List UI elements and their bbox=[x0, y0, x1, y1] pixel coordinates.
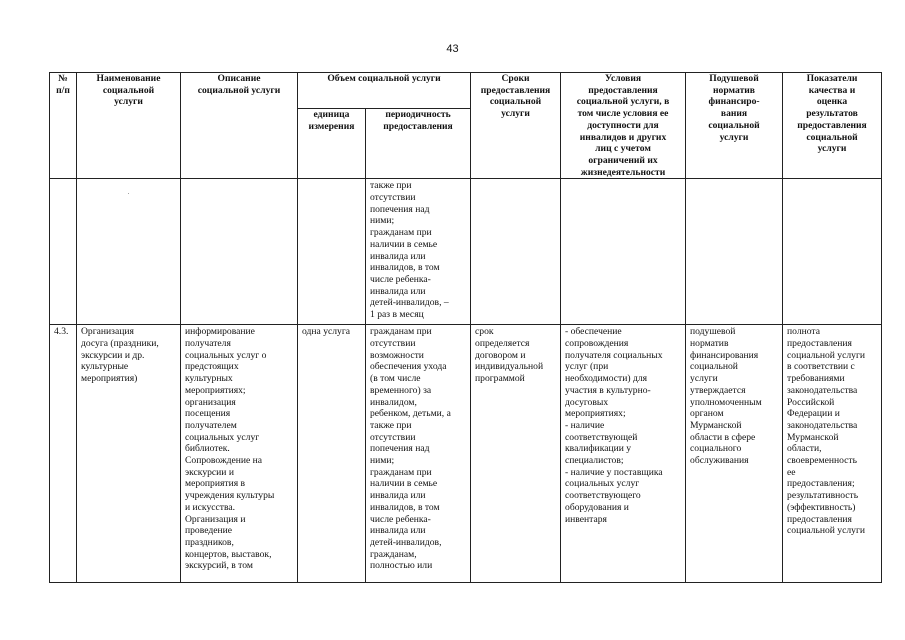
cell-unit: одна услуга bbox=[298, 325, 366, 583]
cell-terms bbox=[471, 179, 561, 325]
cell-description bbox=[181, 179, 298, 325]
table-row-continuation bbox=[50, 179, 882, 325]
social-services-table bbox=[49, 72, 882, 583]
header-name: Наименование социальной услуги bbox=[77, 73, 181, 179]
cell-conditions bbox=[561, 179, 686, 325]
header-description: Описание социальной услуги bbox=[181, 73, 298, 179]
cell-indicators: полнота предоставления социальной услуги в соответствии с требованиями законодательства Российской Федерации и законодательства Мурманской области, своевременность ее предоставления; результативность (эффективность) предоставления социальной услуги bbox=[783, 325, 882, 583]
stray-mark: . bbox=[127, 190, 130, 197]
cell-description: информирование получателя социальных услуг о предстоящих культурных мероприятиях; организация посещения получателем социальных услуг библиотек. Сопровождение на экскурсии и мероприятия в учреждения культуры и искусства. Организация и проведение праздников, концертов, выставок, экскурсий, в том bbox=[181, 325, 298, 583]
cell-terms: срок определяется договором и индивидуальной программой bbox=[471, 325, 561, 583]
cell-periodicity: также при отсутствии попечения над ними; гражданам при наличии в семье инвалида или инвалидов, в том числе ребенка- инвалида или детей-инвалидов, – 1 раз в месяц bbox=[366, 179, 471, 325]
cell-norm bbox=[686, 179, 783, 325]
header-terms: Сроки предоставления социальной услуги bbox=[471, 73, 561, 179]
cell-conditions: - обеспечение сопровождения получателя социальных услуг (при необходимости) для участия в культурно- досуговых мероприятиях; - наличие соответствующей квалификации у специалистов; - наличие у поставщика социальных услуг соответствующего оборудования и инвентаря bbox=[561, 325, 686, 583]
cell-num: 4.3. bbox=[50, 325, 77, 583]
header-conditions: Условия предоставления социальной услуги, в том числе условия ее доступности для инвалидов и других лиц с учетом ограничений их жизнедеятельности bbox=[561, 73, 686, 179]
header-indicators: Показатели качества и оценка результатов предоставления социальной услуги bbox=[783, 73, 882, 179]
header-norm: Подушевой норматив финансиро- вания социальной услуги bbox=[686, 73, 783, 179]
cell-periodicity: гражданам при отсутствии возможности обеспечения ухода (в том числе временного) за инвалидом, ребенком, детьми, а также при отсутствии попечения над ними; гражданам при наличии в семье инвалида или инвалидов, в том числе ребенка- инвалида или детей-инвалидов, гражданам, полностью или bbox=[366, 325, 471, 583]
header-unit: единица измерения bbox=[298, 109, 366, 179]
cell-indicators bbox=[783, 179, 882, 325]
cell-norm: подушевой норматив финансирования социальной услуги утверждается уполномоченным органом Мурманской области в сфере социального обслуживания bbox=[686, 325, 783, 583]
page-number: 43 bbox=[446, 43, 459, 55]
table-row-4-3 bbox=[50, 325, 882, 583]
header-periodicity: периодичность предоставления bbox=[366, 109, 471, 179]
cell-name bbox=[77, 179, 181, 325]
cell-name: Организация досуга (праздники, экскурсии и др. культурные мероприятия) bbox=[77, 325, 181, 583]
header-num: № п/п bbox=[50, 73, 77, 179]
cell-unit bbox=[298, 179, 366, 325]
header-volume: Объем социальной услуги bbox=[298, 73, 471, 109]
cell-num bbox=[50, 179, 77, 325]
header-row-1 bbox=[50, 73, 882, 109]
